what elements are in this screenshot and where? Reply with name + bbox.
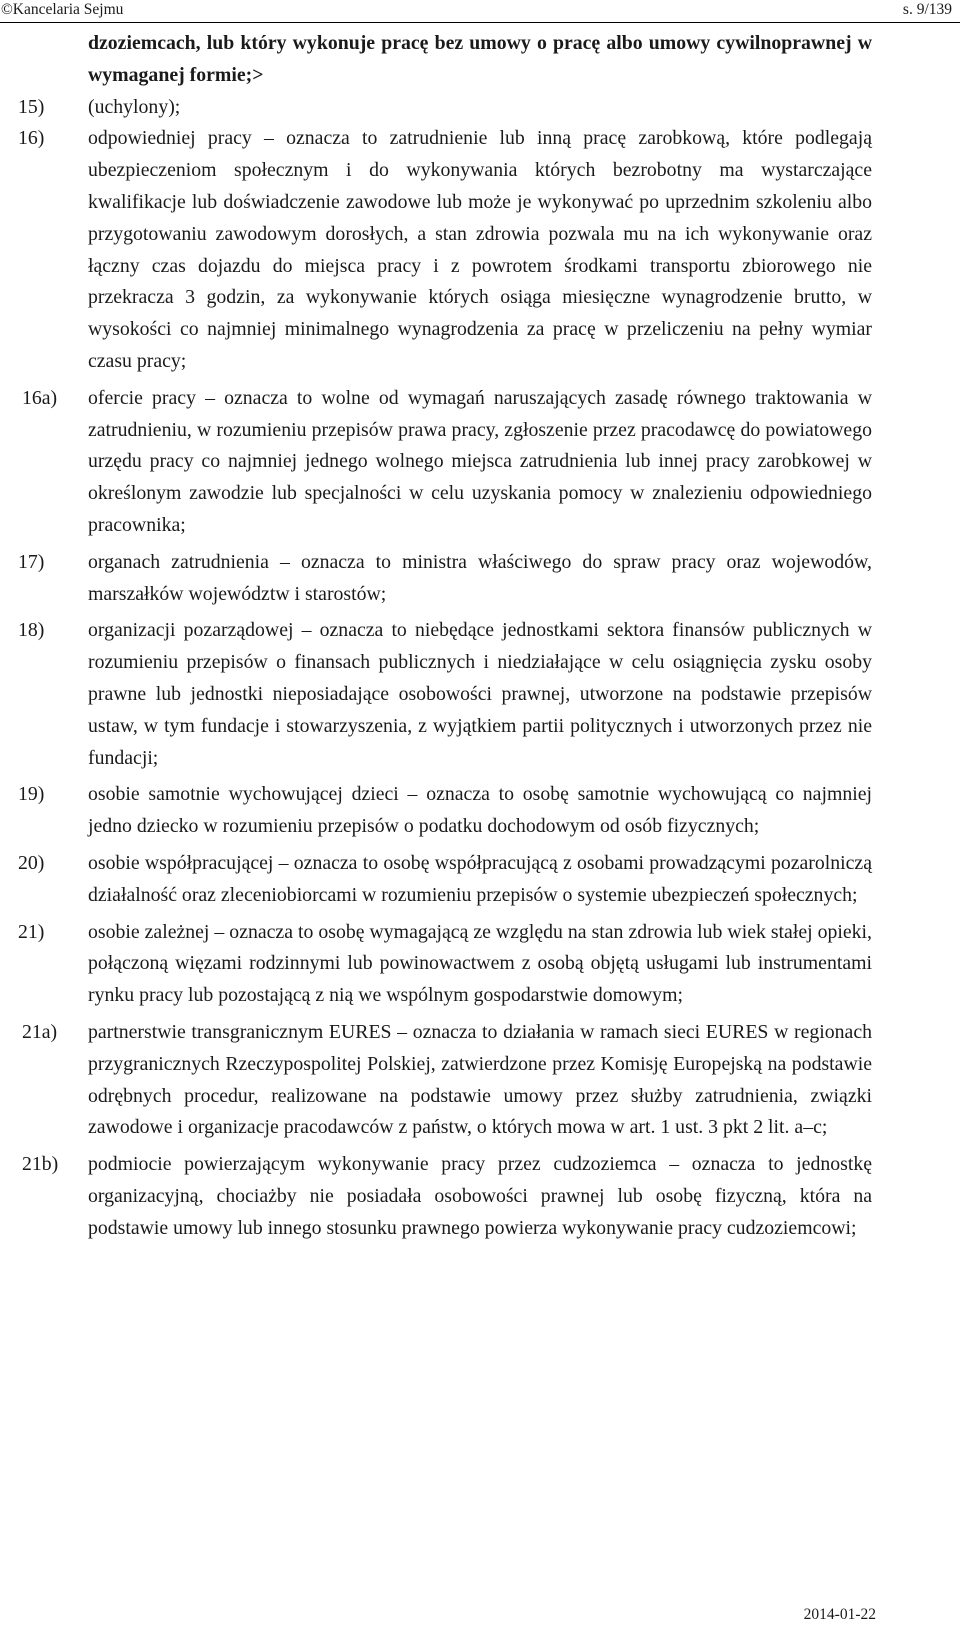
item-number: 17)	[18, 550, 45, 573]
item-text: (uchylony);	[88, 95, 181, 118]
item-number: 19)	[18, 783, 45, 806]
item-number: 21b)	[22, 1153, 59, 1176]
item-text: organizacji pozarządowej – oznacza to niebędące jednostkami sektora finansów publicznych w rozumieniu przepisów o finansach publicznych i niedziałające w celu osiągnięcia zysku osoby prawne lub jednostki nieposiadające osobowości prawnej, utworzone na podstawie przepisów ustaw, w tym fundacje i stowarzyszenia, z wyjątkiem partii politycznych i utworzonych przez nie fundacji;	[88, 619, 872, 769]
item-number: 16)	[18, 127, 45, 150]
item-text: podmiocie powierzającym wykonywanie pracy przez cudzoziemca – oznacza to jednostkę organizacyjną, chociażby nie posiadała osobowości prawnej lub osobę fizyczną, która na podstawie umowy lub innego stosunku prawnego powierza wykonywanie pracy cudzoziemcowi;	[88, 1153, 872, 1239]
list-item-16a	[0, 383, 960, 542]
item-text: osobie współpracującej – oznacza to osobę współpracującą z osobami prowadzącymi pozarolniczą działalność oraz zleceniobiorcami w rozumieniu przepisów o systemie ubezpieczeń społecznych;	[88, 851, 872, 906]
item-text: ofercie pracy – oznacza to wolne od wymagań naruszających zasadę równego traktowania w zatrudnieniu, w rozumieniu przepisów prawa pracy, zgłoszenie przez pracodawcę do powiatowego urzędu pracy co najmniej jednego wolnego miejsca zatrudnienia lub innej pracy zarobkowej w określonym zawodzie lub specjalności w celu uzyskania pomocy w znalezieniu odpowiedniego pracownika;	[88, 386, 872, 536]
item-text: osobie zależnej – oznacza to osobę wymagającą ze względu na stan zdrowia lub wiek stałej opieki, połączoną więzami rodzinnymi lub powinowactwem z osobą objętą usługami lub instrumentami rynku pracy lub pozostającą z nią we wspólnym gospodarstwie domowym;	[88, 920, 872, 1007]
header-copyright: ©Kancelaria Sejmu	[1, 1, 124, 18]
list-item-21a	[0, 1017, 960, 1144]
item-text: organach zatrudnienia – oznacza to ministra właściwego do spraw pracy oraz wojewodów, marszałków województw i starostów;	[88, 550, 872, 605]
item-number: 16a)	[22, 386, 58, 409]
item-text: partnerstwie transgranicznym EURES – oznacza to działania w ramach sieci EURES w regionach przygranicznych Rzeczypospolitej Polskiej, zatwierdzone przez Komisję Europejską na podstawie odrębnych procedur, realizowane na podstawie umowy przez służby zatrudnienia, związki zawodowe i organizacje pracodawców z państw, o których mowa w art. 1 ust. 3 pkt 2 lit. a–c;	[88, 1020, 872, 1139]
item-text: osobie samotnie wychowującej dzieci – oznacza to osobę samotnie wychowującą co najmniej jedno dziecko w rozumieniu przepisów o podatku dochodowym od osób fizycznych;	[88, 783, 872, 838]
item-number: 21)	[18, 920, 45, 943]
item-number: 15)	[18, 95, 45, 118]
list-item-18	[0, 615, 960, 774]
list-item-16	[0, 123, 960, 377]
item-number: 21a)	[22, 1020, 58, 1043]
item-number: 18)	[18, 619, 45, 642]
header-page-number: s. 9/139	[902, 1, 952, 18]
continuation-paragraph: dzoziemcach, lub który wykonuje pracę bez umowy o pracę albo umowy cywilnoprawnej w wymaganej formie;>	[88, 32, 872, 86]
document-body	[0, 28, 960, 1244]
list-item-19	[0, 779, 960, 843]
item-text: odpowiedniej pracy – oznacza to zatrudnienie lub inną pracę zarobkową, które podlegają ubezpieczeniom społecznym i do wykonywania których bezrobotny ma wystarczające kwalifikacje lub doświadczenie zawodowe lub może je wykonywać po uprzednim szkoleniu albo przygotowaniu zawodowym dorosłych, a stan zdrowia pozwala mu na ich wykonywanie oraz łączny czas dojazdu do miejsca pracy i z powrotem środkami transportu zbiorowego nie przekracza 3 godzin, za wykonywanie których osiąga miesięczne wynagrodzenie brutto, w wysokości co najmniej minimalnego wynagrodzenia za pracę w przeliczeniu na pełny wymiar czasu pracy;	[88, 127, 872, 372]
footer-date: 2014-01-22	[803, 1606, 876, 1623]
list-item-21b	[0, 1149, 960, 1244]
page-header	[0, 0, 960, 23]
item-number: 20)	[18, 851, 45, 874]
list-item-21	[0, 917, 960, 1012]
list-item-15	[0, 92, 960, 124]
list-item-17	[0, 547, 960, 611]
list-item-20	[0, 848, 960, 912]
